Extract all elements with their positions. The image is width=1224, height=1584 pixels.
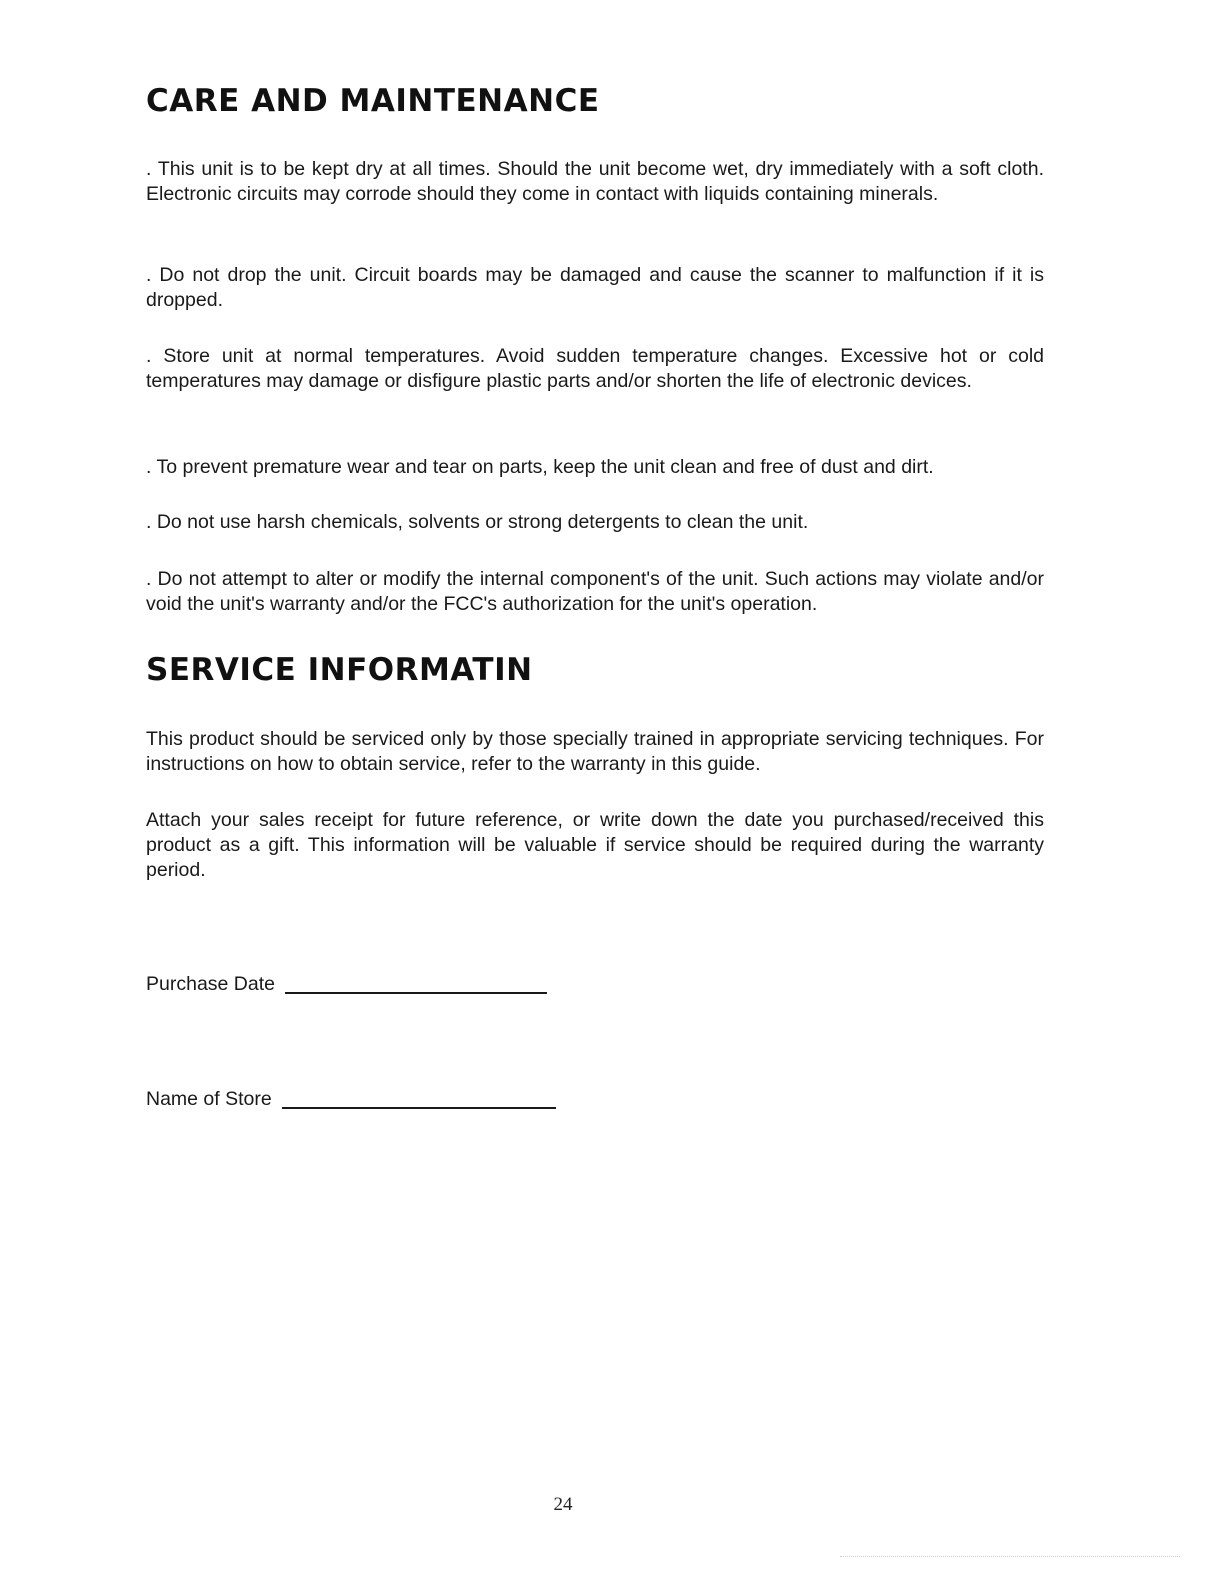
care-item-temperatures: . Store unit at normal temperatures. Avoid sudden temperature changes. Excessive hot or cold temperatures may damage or disfigure plastic parts and/or shorten the life of electronic devices. [146,345,1044,392]
service-paragraph-receipt: Attach your sales receipt for future reference, or write down the date you purchased/received this product as a gift. This information will be valuable if service should be required during the warranty period. [146,809,1044,881]
care-maintenance-heading: CARE AND MAINTENANCE [146,83,600,119]
purchase-date-row [146,972,547,997]
page-number: 24 [553,1494,573,1515]
care-item-keep-clean: . To prevent premature wear and tear on parts, keep the unit clean and free of dust and dirt. [146,456,934,478]
service-paragraph-trained: This product should be serviced only by those specially trained in appropriate servicing techniques. For instructions on how to obtain service, refer to the warranty in this guide. [146,728,1044,775]
store-name-label: Name of Store [146,1088,272,1110]
store-name-row [146,1087,556,1112]
store-name-blank-line [282,1107,556,1109]
care-item-no-modification: . Do not attempt to alter or modify the internal component's of the unit. Such actions may violate and/or void the unit's warranty and/or the FCC's authorization for the unit's operation. [146,568,1044,615]
purchase-date-blank-line [285,992,547,994]
service-information-heading: SERVICE INFORMATIN [146,652,533,688]
care-item-do-not-drop: . Do not drop the unit. Circuit boards may be damaged and cause the scanner to malfunction if it is dropped. [146,264,1044,311]
care-item-keep-dry: . This unit is to be kept dry at all times. Should the unit become wet, dry immediately with a soft cloth. Electronic circuits may corrode should they come in contact with liquids containing minerals. [146,158,1044,205]
purchase-date-label: Purchase Date [146,973,275,995]
scan-artifact-line [840,1552,1180,1557]
care-item-no-chemicals: . Do not use harsh chemicals, solvents or strong detergents to clean the unit. [146,511,809,533]
